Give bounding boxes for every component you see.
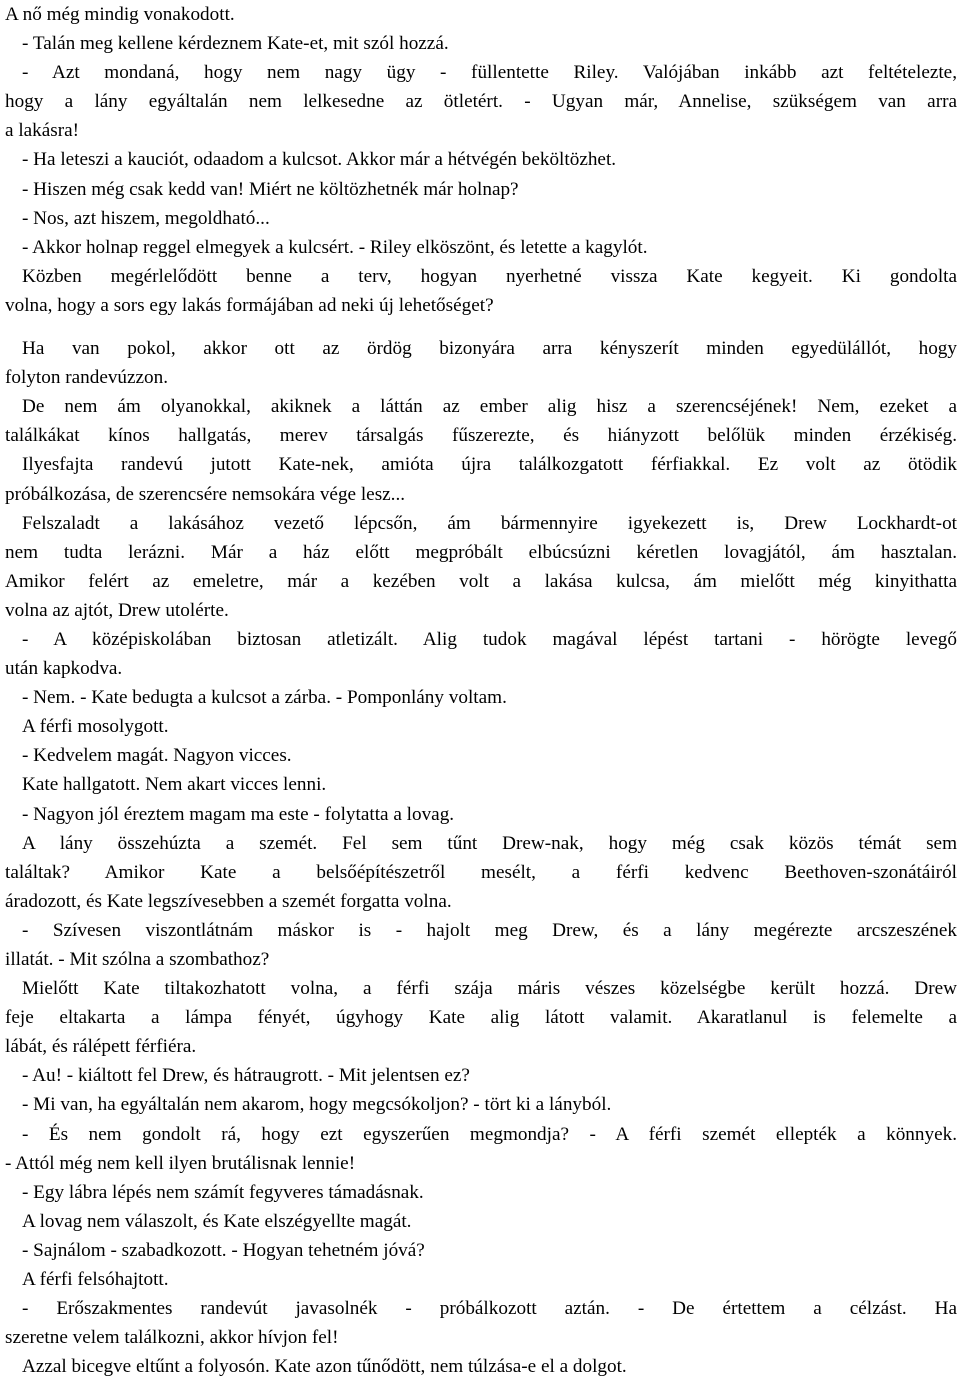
text-line: A lány összehúzta a szemét. Fel sem tűnt Drew-nak, hogy még csak közös témát sem (22, 832, 957, 854)
text-line: - Nem. - Kate bedugta a kulcsot a zárba. - Pomponlány voltam. (22, 687, 507, 709)
text-line: a lakásra! (5, 120, 80, 142)
text-line: Azzal bicegve eltűnt a folyosón. Kate azon tűnődött, nem túlzása-e el a dolgot. (22, 1356, 627, 1378)
text-line: nem tudta lerázni. Már a ház előtt megpróbált elbúcsúzni kéretlen lovagjától, ám hasztalan. (5, 541, 957, 563)
text-line: - Ha leteszi a kauciót, odaadom a kulcsot. Akkor már a hétvégén beköltözhet. (22, 149, 617, 171)
text-line: feje eltakarta a lámpa fényét, úgyhogy Kate alig látott valamit. Akaratlanul is felemelte a (5, 1007, 957, 1029)
text-line: - Azt mondaná, hogy nem nagy ügy - füllentette Riley. Valójában inkább azt feltételezte, (22, 62, 957, 84)
text-line: Kate hallgatott. Nem akart vicces lenni. (22, 774, 327, 796)
text-line: Felszaladt a lakásához vezető lépcsőn, ám bármennyire igyekezett is, Drew Lockhardt-ot (22, 512, 957, 534)
text-line: Amikor felért az emeletre, már a kezében volt a lakása kulcsa, ám mielőtt még kinyithatta (5, 570, 957, 592)
text-line: találkákat kínos hallgatás, merev társalgás fűszerezte, és hiányzott belőlük minden érzékiség. (5, 425, 957, 447)
text-line: áradozott, és Kate legszívesebben a szemét forgatta volna. (5, 890, 452, 912)
text-line: A nő még mindig vonakodott. (5, 4, 235, 25)
text-line: - Au! - kiáltott fel Drew, és hátraugrott. - Mit jelentsen ez? (22, 1065, 470, 1087)
text-line: lábát, és rálépett férfiéra. (5, 1036, 197, 1058)
text-line: folyton randevúzzon. (5, 367, 169, 389)
text-line: szeretne velem találkozni, akkor hívjon fel! (5, 1327, 339, 1349)
text-line: - Talán meg kellene kérdeznem Kate-et, mit szól hozzá. (22, 33, 449, 55)
text-line: - Sajnálom - szabadkozott. - Hogyan tehetném jóvá? (22, 1239, 425, 1261)
text-line: Közben megérlelődött benne a terv, hogyan nyerhetné vissza Kate kegyeit. Ki gondolta (22, 265, 957, 287)
text-line: A férfi mosolygott. (22, 716, 169, 738)
text-line: - A középiskolában biztosan atletizált. Alig tudok magával lépést tartani - hörögte levegő (22, 628, 957, 650)
text-line: De nem ám olyanokkal, akiknek a láttán az ember alig hisz a szerencséjének! Nem, ezeket a (22, 396, 957, 418)
text-line: Mielőtt Kate tiltakozhatott volna, a férfi szája máris vészes közelségbe került hozzá. Drew (22, 978, 957, 1000)
text-line: - Nagyon jól éreztem magam ma este - folytatta a lovag. (22, 803, 455, 825)
text-line: Ha van pokol, akkor ott az ördög bizonyára arra kényszerít minden egyedülállót, hogy (22, 338, 957, 360)
text-line: - Nos, azt hiszem, megoldható... (22, 207, 270, 229)
text-line: találtak? Amikor Kate a belsőépítészetről mesélt, a férfi kedvenc Beethoven-szonátáiról (5, 861, 957, 883)
text-line: Ilyesfajta randevú jutott Kate-nek, amióta újra találkozgatott férfiakkal. Ez volt az ötödik (22, 454, 957, 476)
text-line: A lovag nem válaszolt, és Kate elszégyellte magát. (22, 1210, 412, 1232)
text-line: próbálkozása, de szerencsére nemsokára vége lesz... (5, 483, 406, 505)
text-line: - Akkor holnap reggel elmegyek a kulcsért. - Riley elköszönt, és letette a kagylót. (22, 236, 648, 258)
text-line: volna, hogy a sors egy lakás formájában ad neki új lehetőséget? (5, 294, 494, 316)
text-line: hogy a lány egyáltalán nem lelkesedne az ötletért. - Ugyan már, Annelise, szükségem van arra (5, 91, 957, 113)
text-line: - Egy lábra lépés nem számít fegyveres támadásnak. (22, 1181, 424, 1203)
text-line: után kapkodva. (5, 658, 123, 680)
text-line: - Attól még nem kell ilyen brutálisnak lennie! (5, 1152, 356, 1174)
text-line: A férfi felsóhajtott. (22, 1269, 169, 1291)
text-line: - És nem gondolt rá, hogy ezt egyszerűen megmondja? - A férfi szemét ellepték a könnyek. (22, 1123, 957, 1145)
text-line: - Szívesen viszontlátnám máskor is - hajolt meg Drew, és a lány megérezte arcszeszének (22, 919, 957, 941)
text-line: - Erőszakmentes randevút javasolnék - próbálkozott aztán. - De értettem a célzást. Ha (22, 1298, 957, 1320)
text-line: volna az ajtót, Drew utolérte. (5, 599, 229, 621)
text-line: - Hiszen még csak kedd van! Miért ne költözhetnék már holnap? (22, 178, 519, 200)
text-line: illatát. - Mit szólna a szombathoz? (5, 949, 270, 970)
text-line: - Kedvelem magát. Nagyon vicces. (22, 745, 292, 767)
text-line: - Mi van, ha egyáltalán nem akarom, hogy megcsókoljon? - tört ki a lányból. (22, 1094, 612, 1116)
